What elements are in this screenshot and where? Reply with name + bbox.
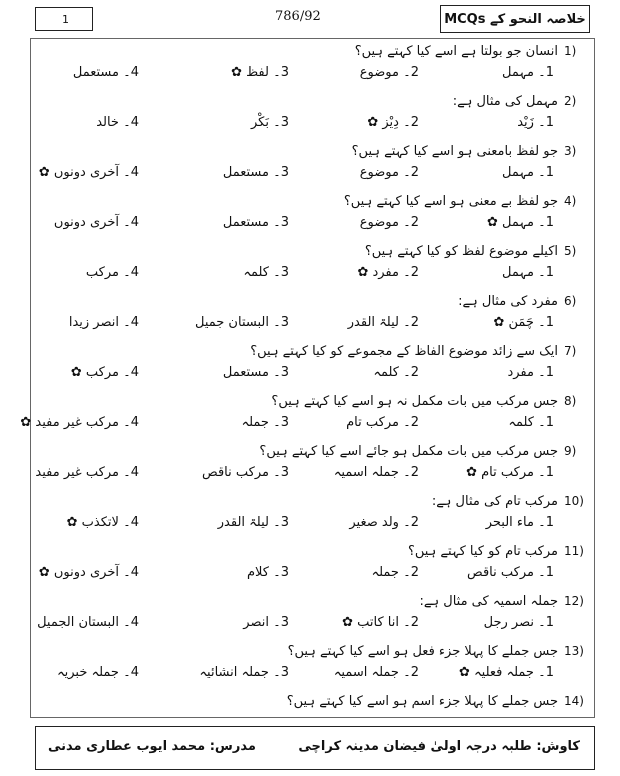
question-text: جملہ اسمیہ کی مثال ہے:: [419, 593, 558, 609]
option-2: 2۔ جملہ: [371, 565, 419, 580]
option-4: 4۔ جملہ خبریہ: [56, 665, 139, 680]
question-text: جو لفظ بامعنی ہو اسے کیا کہتے ہیں؟: [351, 143, 558, 159]
option-3: 3۔ جملہ انشائیہ: [199, 665, 289, 680]
option-2: 2۔ موضوع: [359, 165, 419, 180]
teacher-text: مدرس: محمد ایوب عطاری مدنی: [48, 739, 256, 754]
option-4: 4۔ آخری دونوں ✿: [38, 565, 139, 580]
question-number: 12): [564, 594, 584, 608]
option-1: 1۔ چَمَن ✿: [493, 315, 554, 330]
option-3: 3۔ جملہ: [241, 415, 289, 430]
page-number: 1: [35, 7, 93, 31]
question-1: [31, 41, 594, 90]
question-text: جس جملے کا پہلا جزء فعل ہو اسے کیا کہتے ہیں؟: [287, 643, 558, 659]
question-12: [31, 591, 594, 640]
option-2: 2۔ ولد صغیر: [349, 515, 419, 530]
option-1: 1۔ مرکب تام ✿: [466, 465, 554, 480]
option-3: 3۔ انصر: [243, 615, 289, 630]
question-text: اکیلے موضوع لفظ کو کیا کہتے ہیں؟: [364, 243, 558, 259]
question-text: مہمل کی مثال ہے:: [452, 93, 558, 109]
question-line: [271, 391, 594, 411]
question-text: جس مرکب میں بات مکمل نہ ہو اسے کیا کہتے ہیں؟: [271, 393, 558, 409]
question-number: 13): [564, 644, 584, 658]
option-4: 4۔ البستان الجمیل: [37, 615, 139, 630]
option-4: 4۔ مرکب غیر مفید: [35, 465, 139, 480]
question-text: مرکب تام کی مثال ہے:: [431, 493, 558, 509]
question-number: 2): [564, 94, 577, 108]
option-4: 4۔ آخری دونوں: [53, 215, 139, 230]
question-4: [31, 191, 594, 240]
question-number: 9): [564, 444, 577, 458]
option-1: 1۔ ماء البحر: [485, 515, 554, 530]
option-1: 1۔ مہمل: [502, 165, 554, 180]
question-line: [352, 141, 594, 161]
option-4: 4۔ مستعمل: [72, 65, 139, 80]
question-number: 8): [564, 394, 577, 408]
question-line: [408, 541, 594, 561]
question-13: [31, 641, 594, 690]
question-text: مفرد کی مثال ہے:: [458, 293, 558, 309]
option-2: 2۔ موضوع: [359, 65, 419, 80]
option-1: 1۔ نصر رجل: [483, 615, 554, 630]
question-7: [31, 341, 594, 390]
option-2: 2۔ دِیْز ✿: [367, 115, 419, 130]
option-2: 2۔ کلمہ: [373, 365, 419, 380]
question-line: [420, 591, 595, 611]
credit-text: کاوش: طلبہ درجہ اولیٰ فیضان مدینہ کراچی: [298, 739, 580, 754]
question-number: 5): [564, 244, 577, 258]
option-2: 2۔ انا کاتب ✿: [342, 615, 419, 630]
option-3: 3۔ مستعمل: [222, 165, 289, 180]
question-line: [453, 91, 594, 111]
question-number: 7): [564, 344, 577, 358]
question-text: جس مرکب میں بات مکمل ہو جائے اسے کیا کہتے ہیں؟: [259, 443, 558, 459]
question-8: [20, 391, 594, 440]
option-1: 1۔ مرکب ناقص: [467, 565, 554, 580]
footer: [35, 726, 595, 770]
question-line: [432, 491, 594, 511]
option-3: 3۔ البستان جمیل: [194, 315, 289, 330]
question-number: 4): [564, 194, 577, 208]
option-3: 3۔ کلام: [246, 565, 289, 580]
option-1: 1۔ زَیْد: [517, 115, 554, 130]
question-number: 10): [564, 494, 584, 508]
question-number: 14): [564, 694, 584, 708]
option-2: 2۔ مرکب تام: [346, 415, 419, 430]
question-9: [31, 441, 594, 490]
question-line: [287, 691, 594, 711]
option-1: 1۔ جملہ فعلیہ ✿: [459, 665, 554, 680]
option-4: 4۔ لاتکذب ✿: [66, 515, 139, 530]
option-1: 1۔ مہمل: [502, 65, 554, 80]
question-text: ایک سے زائد موضوع الفاظ کے مجموعے کو کیا کہتے ہیں؟: [250, 343, 558, 359]
option-2: 2۔ مفرد ✿: [357, 265, 419, 280]
question-number: 3): [564, 144, 577, 158]
option-3: 3۔ لفظ ✿: [231, 65, 289, 80]
option-4: 4۔ آخری دونوں ✿: [38, 165, 139, 180]
question-number: 1): [564, 44, 577, 58]
option-2: 2۔ جملہ اسمیہ: [333, 465, 419, 480]
question-line: [355, 41, 594, 61]
option-2: 2۔ جملہ اسمیہ: [333, 665, 419, 680]
question-5: [31, 241, 594, 290]
option-2: 2۔ موضوع: [359, 215, 419, 230]
question-line: [365, 241, 594, 261]
option-1: 1۔ کلمہ: [508, 415, 554, 430]
question-text: مرکب تام کو کیا کہتے ہیں؟: [407, 543, 558, 559]
page-title: خلاصہ النحو کے MCQs: [440, 5, 590, 33]
question-3: [31, 141, 594, 190]
option-4: 4۔ مرکب: [85, 265, 139, 280]
question-text: جو لفظ بے معنی ہو اسے کیا کہتے ہیں؟: [343, 193, 558, 209]
question-line: [288, 641, 594, 661]
question-line: [250, 341, 594, 361]
question-line: [344, 191, 594, 211]
option-4: 4۔ مرکب غیر مفید ✿: [20, 415, 139, 430]
question-text: جس جملے کا پہلا جزء اسم ہو اسے کیا کہتے ہیں؟: [286, 693, 558, 709]
option-4: 4۔ انصر زیدا: [68, 315, 139, 330]
question-6: [31, 291, 594, 340]
option-4: 4۔ خالد: [96, 115, 139, 130]
option-3: 3۔ مرکب ناقص: [202, 465, 289, 480]
option-3: 3۔ کلمہ: [243, 265, 289, 280]
question-11: [31, 541, 594, 590]
option-4: 4۔ مرکب ✿: [70, 365, 139, 380]
question-10: [31, 491, 594, 540]
question-number: 11): [564, 544, 584, 558]
option-3: 3۔ مستعمل: [222, 215, 289, 230]
question-line: [458, 291, 594, 311]
document-code: 786/92: [275, 9, 321, 24]
option-1: 1۔ مہمل ✿: [487, 215, 554, 230]
questions-frame: [20, 38, 595, 718]
question-2: [31, 91, 594, 140]
option-3: 3۔ بَکْر: [250, 115, 289, 130]
question-text: انسان جو بولتا ہے اسے کیا کہتے ہیں؟: [354, 43, 558, 59]
option-2: 2۔ لیلۃ القدر: [347, 315, 419, 330]
option-1: 1۔ مفرد: [507, 365, 554, 380]
option-3: 3۔ لیلۃ القدر: [217, 515, 289, 530]
question-line: [259, 441, 594, 461]
option-1: 1۔ مہمل: [502, 265, 554, 280]
question-number: 6): [564, 294, 577, 308]
option-3: 3۔ مستعمل: [222, 365, 289, 380]
